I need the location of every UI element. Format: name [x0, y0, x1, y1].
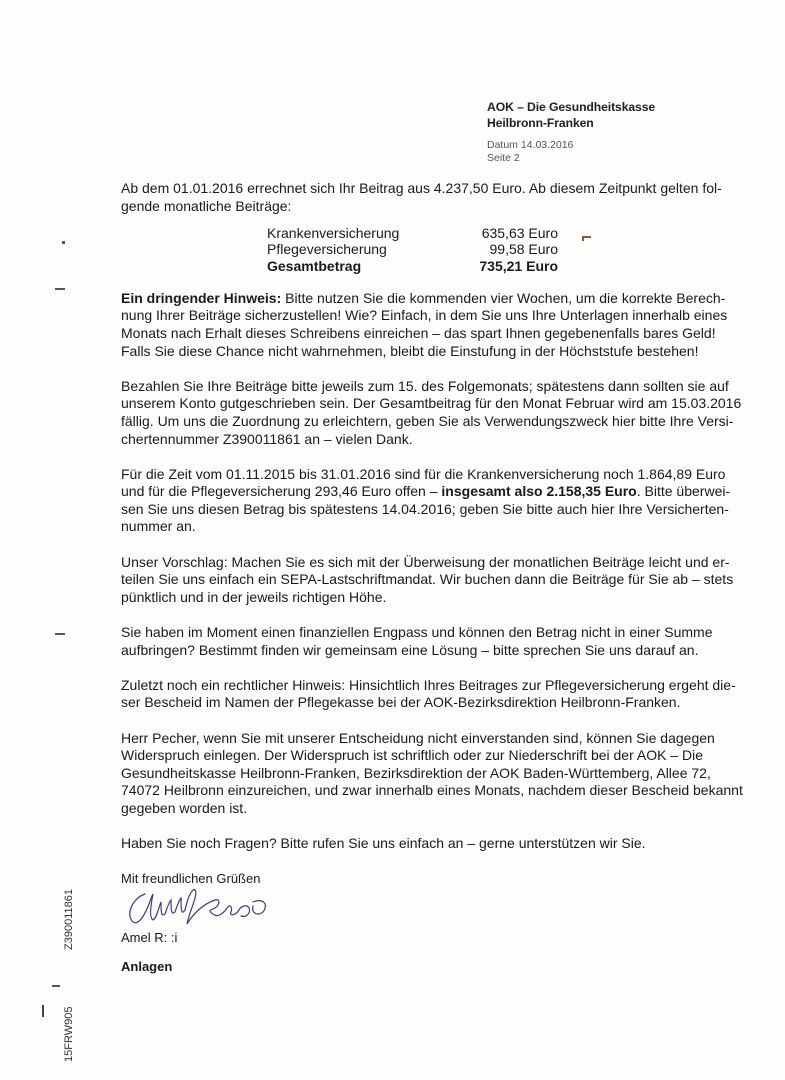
text-line: nung Ihrer Beiträge sicherzustellen! Wie? Einfach, in dem Sie uns Ihre Unterlagen innerhalb eines	[121, 307, 728, 324]
payment-paragraph	[121, 378, 761, 448]
fee-label: Krankenversicherung	[267, 225, 400, 242]
arrears-paragraph	[121, 466, 761, 536]
text-line: chertennummer Z390011861 an – vielen Dank.	[121, 430, 413, 447]
text-line: Unser Vorschlag: Machen Sie es sich mit der Überweisung der monatlichen Beiträge leicht und er-	[121, 553, 730, 570]
text-span: . Bitte überwei-	[636, 483, 731, 500]
punch-mark	[55, 288, 65, 290]
text-line: Zuletzt noch ein rechtlicher Hinweis: Hinsichtlich Ihres Beitrages zur Pflegeversicherung ergeht die-	[121, 676, 736, 693]
text-span: und für die Pflegeversicherung 293,46 Euro offen –	[121, 483, 442, 500]
text-line: nummer an.	[121, 518, 196, 535]
text-line: gende monatliche Beiträge:	[121, 197, 292, 214]
text-line: aufbringen? Bestimmt finden wir gemeinsam eine Lösung – bitte sprechen Sie uns darauf an.	[121, 641, 699, 658]
fee-amount: 99,58 Euro	[489, 241, 558, 258]
page-number: Seite 2	[487, 152, 520, 164]
text-line: Bezahlen Sie Ihre Beiträge bitte jeweils zum 15. des Folgemonats; spätestens dann sollten sie auf	[121, 377, 729, 394]
margin-insurance-number: Z390011861	[63, 889, 75, 950]
objection-paragraph	[121, 730, 761, 818]
fee-amount: 735,21 Euro	[479, 257, 558, 274]
signature-icon	[123, 884, 273, 932]
scan-dot	[62, 241, 65, 244]
text-line: Monats nach Erhalt dieses Schreibens einreichen – das spart Ihnen gegebenenfalls bares Geld!	[121, 324, 716, 341]
text-line: Herr Pecher, wenn Sie mit unserer Entscheidung nicht einverstanden sind, können Sie dagegen	[121, 729, 715, 746]
scan-mark	[42, 1005, 44, 1017]
text-line: ser Bescheid im Namen der Pflegekasse bei der AOK-Bezirksdirektion Heilbronn-Franken.	[121, 694, 681, 711]
enclosures-label: Anlagen	[121, 958, 173, 974]
hardship-paragraph	[121, 624, 761, 659]
sender-block	[487, 99, 655, 131]
sender-name: AOK – Die Gesundheitskasse	[487, 100, 656, 114]
intro-paragraph	[121, 180, 761, 215]
letter-date: Datum 14.03.2016	[487, 139, 574, 151]
text-line: Widerspruch einlegen. Der Widerspruch ist schriftlich oder zur Niederschrift bei der AOK – Die	[121, 747, 704, 764]
fee-amount: 635,63 Euro	[481, 225, 558, 242]
text-line: Gesundheitskasse Heilbronn-Franken, Bezirksdirektion der AOK Baden-Württemberg, Allee 72,	[121, 764, 711, 781]
fee-row	[267, 241, 761, 257]
text-line: Falls Sie diese Chance nicht wahrnehmen, bleibt die Einstufung in der Höchststufe bestehen!	[121, 342, 699, 359]
sender-region: Heilbronn-Franken	[487, 116, 594, 130]
text-span: Bitte nutzen Sie die kommenden vier Wochen, um die korrekte Berech-	[281, 289, 726, 306]
fee-table	[267, 225, 761, 274]
text-line: Für die Zeit vom 01.11.2015 bis 31.01.2016 sind für die Krankenversicherung noch 1.864,89 Euro	[121, 465, 726, 482]
fee-row	[267, 225, 761, 241]
signer-name: Amel R: :i	[121, 929, 178, 945]
letter-body	[121, 180, 761, 976]
text-line: gegeben worden ist.	[121, 799, 248, 816]
arrears-total: insgesamt also 2.158,35 Euro	[441, 483, 637, 500]
text-line: Sie haben im Moment einen finanziellen Engpass und können den Betrag nicht in einer Summe	[121, 624, 713, 641]
text-line: Haben Sie noch Fragen? Bitte rufen Sie uns einfach an – gerne unterstützen wir Sie.	[121, 835, 646, 852]
signature	[121, 888, 761, 930]
text-line: teilen Sie uns einfach ein SEPA-Lastschriftmandat. Wir buchen dann die Beiträge für Sie ab – stets	[121, 571, 734, 588]
greeting: Mit freundlichen Grüßen	[121, 871, 261, 887]
letter-meta	[487, 139, 573, 165]
text-line: 74072 Heilbronn einzureichen, und zwar innerhalb eines Monats, nachdem dieser Bescheid bekannt	[121, 782, 743, 799]
scan-mark	[52, 985, 60, 987]
fee-row-total	[267, 258, 761, 274]
notice-lead: Ein dringender Hinweis:	[121, 289, 282, 306]
text-line: fällig. Um uns die Zuordnung zu erleichtern, geben Sie als Verwendungszweck hier bitte Ihre Versi-	[121, 412, 734, 429]
fee-label: Pflegeversicherung	[267, 241, 387, 258]
questions-paragraph	[121, 835, 761, 853]
text-line	[121, 483, 761, 501]
text-line	[121, 290, 761, 308]
margin-form-code: 15FRW905	[63, 1006, 75, 1062]
closing-block	[121, 870, 761, 975]
text-line: sen Sie uns diesen Betrag bis spätestens 14.04.2016; geben Sie bitte auch hier Ihre Versicherten-	[121, 500, 729, 517]
punch-mark	[55, 633, 65, 635]
fee-label: Gesamtbetrag	[267, 257, 362, 274]
text-line: unserem Konto gutgeschrieben sein. Der Gesamtbeitrag für den Monat Februar wird am 15.03.2016	[121, 395, 742, 412]
notice-paragraph	[121, 290, 761, 360]
text-line: pünktlich und in der jeweils richtigen Höhe.	[121, 588, 387, 605]
text-line: Ab dem 01.01.2016 errechnet sich Ihr Beitrag aus 4.237,50 Euro. Ab diesem Zeitpunkt gelten fol-	[121, 180, 722, 196]
proposal-paragraph	[121, 554, 761, 607]
legal-paragraph	[121, 677, 761, 712]
